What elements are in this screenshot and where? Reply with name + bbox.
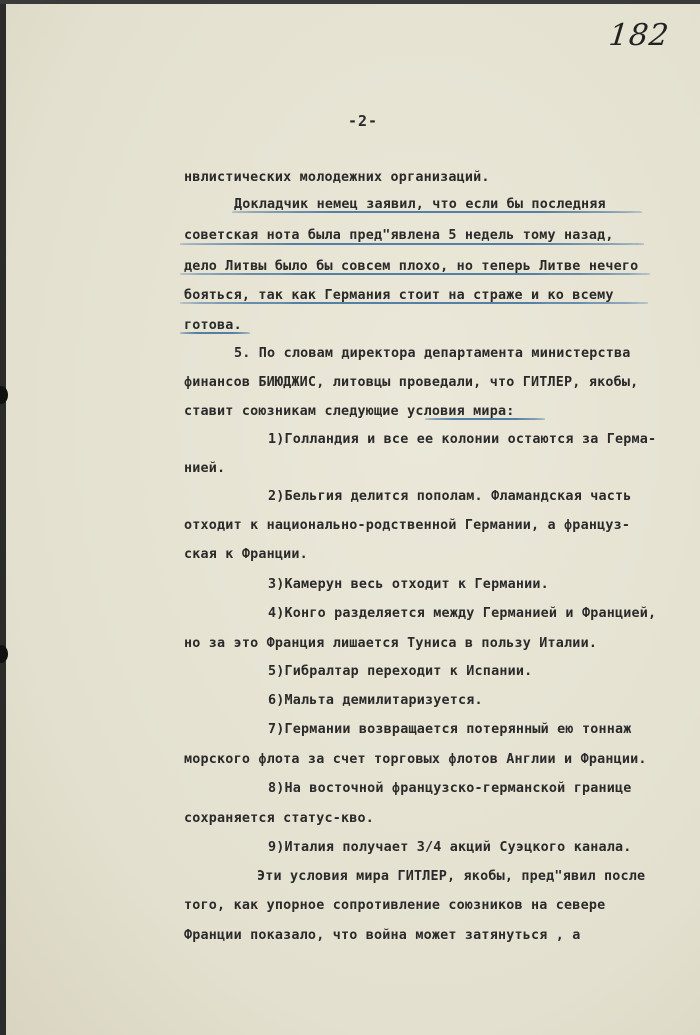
- text-line: нией.: [184, 461, 226, 476]
- text-line: дело Литвы было бы совсем плохо, но теперь Литве нечего: [184, 259, 639, 274]
- text-line: морского флота за счет торговых флотов Англии и Франции.: [184, 752, 647, 767]
- text-line: того, как упорное сопротивление союзников на севере: [184, 898, 606, 913]
- scan-edge: [0, 0, 6, 1035]
- page-marker: -2-: [348, 112, 379, 130]
- text-line: готова.: [184, 318, 242, 333]
- text-line: 7)Германии возвращается потерянный ею тоннаж: [268, 722, 632, 737]
- text-line: 2)Бельгия делится пополам. Фламандская часть: [268, 489, 632, 504]
- pen-underline: [232, 211, 642, 213]
- text-line: советская нота была пред"явлена 5 недель тому назад,: [184, 228, 614, 243]
- text-line: но за это Франция лишается Туниса в пользу Италии.: [184, 636, 598, 651]
- text-line: сохраняется статус-кво.: [184, 811, 375, 826]
- pen-underline: [425, 418, 545, 420]
- folio-number: 182: [607, 18, 672, 53]
- text-line: 6)Мальта демилитаризуется.: [268, 693, 483, 708]
- text-line: 9)Италия получает 3/4 акций Суэцкого канала.: [268, 840, 632, 855]
- text-line: Эти условия мира ГИТЛЕР, якобы, пред"явил после: [257, 869, 646, 884]
- punch-hole: [0, 645, 8, 663]
- text-line: 1)Голландия и все ее колонии остаются за Герма-: [268, 432, 657, 447]
- punch-hole: [0, 386, 8, 404]
- text-line: Докладчик немец заявил, что если бы последняя: [234, 197, 606, 212]
- text-line: ская к Франции.: [184, 547, 308, 562]
- text-line: бояться, так как Германия стоит на страже и ко всему: [184, 288, 614, 303]
- text-line: нвлистических молодежних организаций.: [184, 170, 490, 185]
- text-line: 8)На восточной французско-германской границе: [268, 781, 632, 796]
- text-line: 5. По словам директора департамента министерства: [234, 346, 631, 361]
- pen-underline: [180, 243, 644, 245]
- pen-underline: [180, 332, 250, 334]
- text-line: отходит к национально-родственной Германии, а француз-: [184, 518, 631, 533]
- pen-underline: [180, 273, 650, 275]
- text-line: финансов БИЮДЖИС, литовцы проведали, что ГИТЛЕР, якобы,: [184, 375, 639, 390]
- text-line: 4)Конго разделяется между Германией и Францией,: [268, 606, 657, 621]
- scan-edge-top: [0, 0, 700, 4]
- text-line: 5)Гибралтар переходит к Испании.: [268, 664, 533, 679]
- text-line: 3)Камерун весь отходит к Германии.: [268, 577, 549, 592]
- text-line: ставит союзникам следующие условия мира:: [184, 404, 515, 419]
- text-line: Франции показало, что война может затянуться , а: [184, 928, 581, 943]
- pen-underline: [180, 302, 648, 304]
